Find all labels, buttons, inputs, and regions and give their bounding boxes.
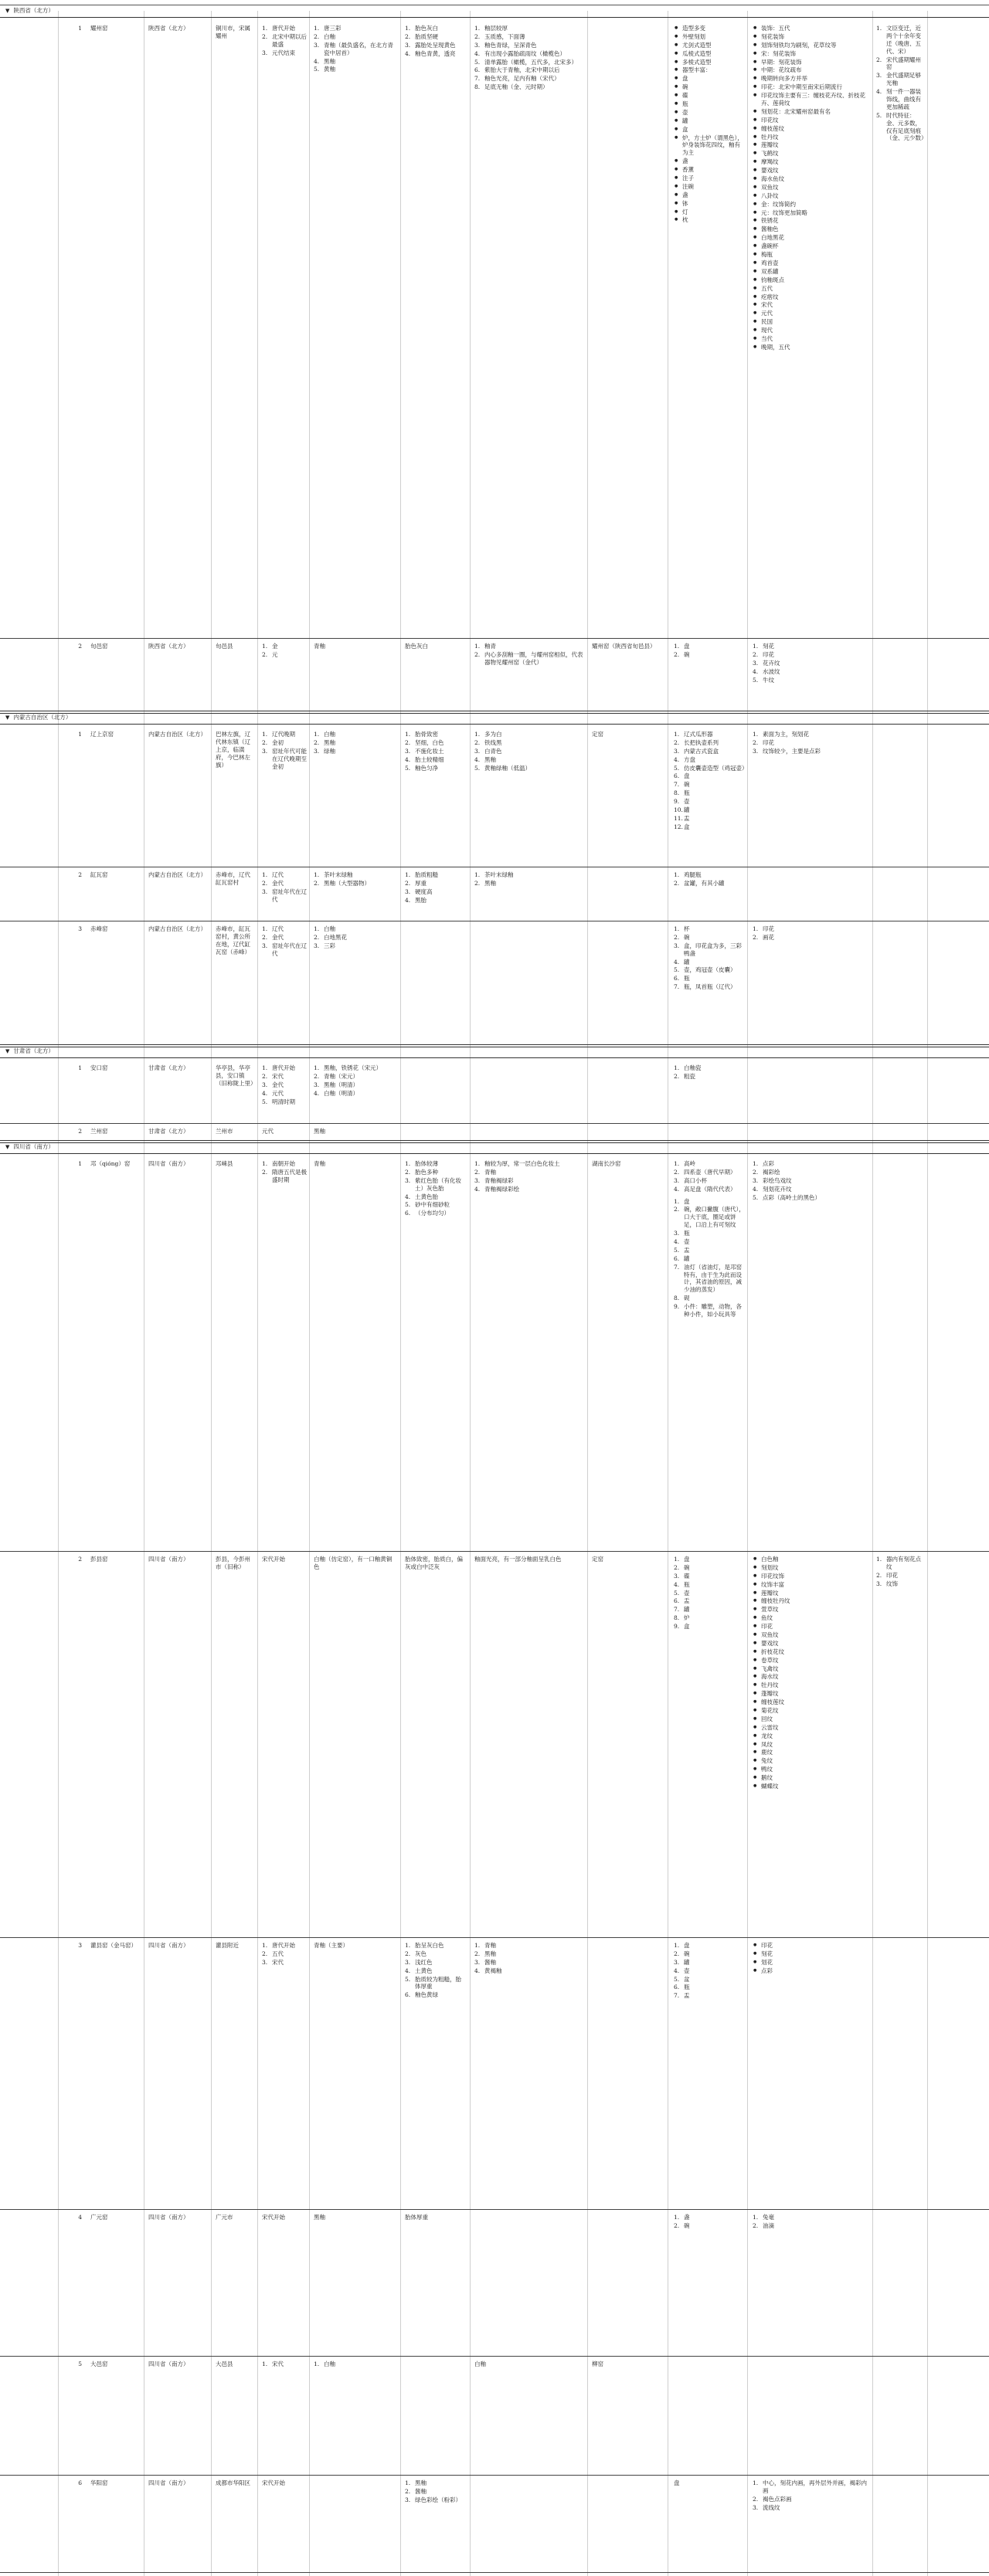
location-cell: 赤峰市，缸瓦窑村，黄公所在地，辽代缸瓦窑（赤峰） — [216, 925, 250, 955]
decoration-list: 1. 兔毫 2. 油滴 — [753, 2214, 774, 2229]
kiln-name: 赤峰窑 — [90, 925, 108, 932]
collapse-triangle-icon[interactable]: ▼ — [5, 1048, 10, 1054]
row-number: 1 — [78, 1160, 82, 1167]
group-header-gansu[interactable] — [0, 1047, 989, 1058]
kiln-name: 兰州窑 — [90, 1128, 108, 1135]
kiln-name: 旬邑窑 — [90, 643, 108, 650]
location-cell: 旬邑县 — [216, 643, 233, 650]
location-cell: 广元市 — [216, 2214, 233, 2221]
row-number: 3 — [78, 1942, 82, 1949]
form-list-early: 1. 高岭 2. 四系壶（唐代早期） 3. 高口小杯 4. 高足盘（隋代代表） — [674, 1160, 736, 1193]
note-list: 1. 器内有刻花点纹 2. 印花 3. 纹饰 — [876, 1556, 921, 1587]
body-color-cell: 胎色灰白 — [405, 643, 428, 650]
glaze-type-list: 1. 白釉 2. 黑釉 3. 绿釉 — [314, 731, 335, 755]
form-cell: 盘 — [674, 2479, 680, 2486]
glaze-type-cell: 黑釉 — [314, 2214, 325, 2221]
glaze-type-list: 1. 白釉 2. 白地黑花 3. 三彩 — [314, 925, 347, 949]
row-number: 3 — [78, 925, 82, 932]
row-number: 1 — [78, 731, 82, 738]
era-list: 1. 金 2. 元 — [262, 643, 278, 658]
location-cell: 兰州市 — [216, 1128, 233, 1135]
kiln-name: 华阳窑 — [90, 2479, 108, 2486]
glaze-type-cell: 黑釉 — [314, 1128, 325, 1135]
row-number: 6 — [78, 2479, 82, 2486]
decoration-list: 1. 刻花 2. 印花 3. 花卉纹 4. 水波纹 5. 牛纹 — [753, 643, 780, 684]
table-row — [0, 1060, 989, 1123]
form-list-late: 1. 盘 2. 碗，敞口撇腹（唐代），口大于底，圈足或饼足，口沿上有可刻纹 3. 瓶 4. 壶 5. 盂 6. 罐 7. 油灯（省油灯，是邛窑特有，由于生为此而设计，其省油的原因，减少油的蒸发） 8. 砚 9. 小件：雕塑，动物，各种小件，如小玩具等 — [674, 1197, 745, 1319]
region-cell: 甘肃省（北方） — [148, 1064, 189, 1071]
body-color-list: 1. 胎骨致密 2. 坚细，白色 3. 不施化妆土 4. 胎土较精细 5. 釉色匀净 — [405, 731, 444, 772]
glaze-feature-list: 1. 多为白 2. 铁线黑 3. 白青色 4. 黑釉 5. 黄釉绿釉（低温） — [474, 731, 531, 772]
location-cell: 灌县附近 — [216, 1942, 239, 1949]
era-cell: 宋代开始 — [262, 2479, 285, 2486]
table-row — [0, 2356, 989, 2475]
table-row — [0, 2475, 989, 2568]
glaze-feature-list: 1. 釉青 2. 内心多刮釉一圈，与耀州窑相似，代表器物见耀州窑（金代） — [474, 643, 583, 666]
note-list: 1. 文臣变迁，近两个十余年变迁（晚唐、五代、宋） 2. 宋代盛期耀州窑 3. 金代盛期足够光釉 4. 刻一件一器装饰线，曲线有更加稀疏 5. 时代特征：金、元多数，仅有足底刻痕（金、元少数） — [876, 25, 927, 142]
row-number: 5 — [78, 2360, 82, 2367]
form-list: 1. 白釉瓷 2. 粗瓷 — [674, 1064, 702, 1080]
table-row — [0, 1551, 989, 1937]
kiln-name: 广元窑 — [90, 2214, 108, 2221]
region-cell: 四川省（南方） — [148, 1160, 189, 1167]
decoration-list: ● 装饰：五代 ● 刻花装饰 ● 划饰刻铁均为刷刻，花草纹等 ● 宋：刻花装饰 ● 早期：刻花装饰 ● 中期：花纹疏布 ● 晚期转向多方并举 ● 印花：北宋中期至南宋后期流行 ● 印花纹饰主要有三：缠枝花卉纹、折枝花卉、莲荷纹 ● 刻划花：北宋耀州窑最有名 ● 印花纹 ● 缠枝莲纹 ● 牡丹纹 ● 莲瓣纹 ● 飞鹤纹 ● 摩羯纹 ● 婴戏纹 ● 海水鱼纹 ● 双鱼纹 ● 八卦纹 ● 金：纹饰简约 ● 元：纹饰更加简略 ● 铁锈花 ● 酱釉色 ● 白地黑花 ● 盏碗杯 ● 梅瓶 ● 鸡首壶 ● 双系罐 ● 钧釉斑点 ● 五代 ● 疙瘩纹 ● 宋代 ● 元代 ● 民国 ● 现代 ● 当代 ● 晚期，五代 — [753, 25, 870, 352]
body-color-list: 1. 胎色灰白 2. 胎质坚硬 3. 露胎处呈现黄色 4. 釉色青黄，透亮 — [405, 25, 456, 57]
location-cell: 邛崃县 — [216, 1160, 233, 1167]
form-list: 1. 盏 2. 碗 — [674, 2214, 690, 2229]
collapse-triangle-icon[interactable]: ▼ — [5, 8, 10, 14]
region-cell: 四川省（南方） — [148, 1942, 189, 1949]
glaze-feature-list: 1. 釉较为厚，常一层白色化妆土 2. 青釉 3. 青釉褐绿彩 4. 青釉褐绿彩绘 — [474, 1160, 560, 1193]
era-list: 1. 唐代开始 2. 五代 3. 宋代 — [262, 1942, 295, 1966]
region-cell: 内蒙古自治区（北方） — [148, 731, 206, 738]
related-kiln-cell: 湖南长沙窑 — [592, 1160, 621, 1167]
body-color-list: 1. 胎体较薄 2. 胎色多种 3. 紫红色胎（有化妆土）灰色胎 4. 土黄色胎 5. 砂中有细砂粒 6. （分布均匀） — [405, 1160, 461, 1217]
table-row — [0, 2209, 989, 2356]
body-color-cell: 胎体致密，胎质白，偏灰或白中泛灰 — [405, 1556, 463, 1570]
form-list: 1. 盘 2. 碗 3. 罐 4. 壶 5. 盆 6. 瓶 7. 盂 — [674, 1942, 690, 2000]
location-cell: 成都市华阳区 — [216, 2479, 250, 2486]
glaze-type-list: 1. 白釉 — [314, 2360, 335, 2367]
era-cell: 宋代开始 — [262, 2214, 285, 2221]
decoration-list: 1. 中心，刻花内画，再外层外并画，褐彩内画 2. 褐色点彩画 3. 流线纹 — [753, 2479, 867, 2511]
related-kiln-cell: 柳窑 — [592, 2360, 603, 2367]
related-kiln-cell: 定窑 — [592, 731, 603, 738]
era-cell: 宋代开始 — [262, 1556, 285, 1563]
row-divider — [0, 2572, 989, 2573]
location-cell: 赤峰市，辽代缸瓦窑村 — [216, 871, 250, 886]
glaze-type-list: 1. 茶叶末绿釉 2. 黑釉（大型器物） — [314, 871, 370, 887]
kiln-name: 灌县窑（金马窑） — [90, 1942, 137, 1949]
group-label: 陕西省（北方） — [13, 7, 54, 14]
era-list: 1. 唐代开始 2. 北宋中期以后最盛 3. 元代结束 — [262, 25, 307, 56]
group-header-neimenggu[interactable] — [0, 714, 989, 725]
era-list: 1. 南朝开始 2. 隋唐五代是极盛时期 — [262, 1160, 307, 1183]
decoration-list: 1. 点彩 2. 褐彩绘 3. 彩绘鸟戏纹 4. 刻划花卉纹 5. 点彩（高岭土的黑色） — [753, 1160, 821, 1201]
body-color-list: 1. 黑釉 2. 酱釉 3. 绿色彩绘（粉彩） — [405, 2479, 461, 2503]
form-list: 1. 辽式瓜形器 2. 长把执壶系列 3. 内蒙古式瓷盒 4. 方盘 5. 仿皮囊壶造型（鸡冠壶） 6. 盘 7. 碗 8. 瓶 9. 壶 10. 罐 11. 盂 12. 盒 — [674, 731, 748, 830]
kiln-name: 安口窑 — [90, 1064, 108, 1071]
region-cell: 四川省（南方） — [148, 2479, 189, 2486]
location-cell: 铜川市，宋属耀州 — [216, 25, 250, 39]
glaze-type-list: 1. 唐三彩 2. 白釉 3. 青釉（最负盛名，在北方青瓷中居首） 4. 黑釉 5. 黄釉 — [314, 25, 393, 73]
table-row — [0, 921, 989, 1044]
kiln-name: 大邑窑 — [90, 2360, 108, 2367]
body-color-list: 1. 胎呈灰白色 2. 灰色 3. 浅红色 4. 土黄色 5. 胎质较为粗糙，胎体厚重 6. 釉色黄绿 — [405, 1942, 461, 1999]
region-cell: 四川省（南方） — [148, 1556, 189, 1563]
kiln-name: 耀州窑 — [90, 25, 108, 32]
row-number: 1 — [78, 25, 82, 32]
glaze-feature-list: 1. 茶叶末绿釉 2. 黑釉 — [474, 871, 514, 887]
glaze-type-cell: 青釉 — [314, 643, 325, 650]
era-list: 1. 唐代开始 2. 宋代 3. 金代 4. 元代 5. 明清时期 — [262, 1064, 295, 1105]
glaze-feature-list: 1. 釉层较厚 2. 玉质感，下面薄 3. 釉色青绿，呈深青色 4. 有出现小露胎疏雨纹（橄榄色） 5. 清单露胎（橄榄，五代多，北宋多） 6. 紫胎大于青釉，北宋中期以后 7. 釉色光亮，足内有釉（宋代） 8. 足底无釉（金、元时期） — [474, 25, 577, 91]
form-block — [674, 1160, 745, 1319]
kiln-name: 彭县窑 — [90, 1556, 108, 1563]
era-cell: 元代 — [262, 1128, 274, 1135]
table-row — [0, 867, 989, 921]
group-header-shaanxi[interactable] — [0, 7, 989, 18]
location-cell: 彭县，今彭州市（旧称） — [216, 1556, 250, 1570]
row-number: 2 — [78, 1556, 82, 1563]
form-list: 1. 杯 2. 碗 3. 盒，印花盒为多，三彩鸭盏 4. 罐 5. 壶，鸡冠壶（皮囊） 6. 瓶 7. 瓶，凤首瓶（辽代） — [674, 925, 742, 991]
location-cell: 大邑县 — [216, 2360, 233, 2367]
row-number: 2 — [78, 871, 82, 878]
glaze-feature-cell: 釉面光亮，有一部分釉面呈乳白色 — [474, 1556, 562, 1563]
decoration-list: ● 白色釉 ● 刻划纹 ● 印花纹饰 ● 纹饰丰富 ● 莲瓣纹 ● 缠枝牡丹纹 ● 萱草纹 ● 鱼纹 ● 印花 ● 双鱼纹 ● 婴戏纹 ● 折枝花纹 ● 卷草纹 ● 飞禽纹 ● 海水纹 ● 牡丹纹 ● 蓬瓣纹 ● 缠枝莲纹 ● 菊花纹 ● 回纹 ● 云雷纹 ● 龙纹 ● 凤纹 ● 鹿纹 ● 兔纹 ● 鸭纹 ● 鹅纹 ● 蝴蝶纹 — [753, 1556, 870, 1791]
glaze-feature-list: 1. 青釉 2. 黑釉 3. 酱釉 4. 黄褐釉 — [474, 1942, 502, 1974]
collapse-triangle-icon[interactable]: ▼ — [5, 1144, 10, 1150]
era-list: 1. 辽代晚期 2. 金初 3. 窑址年代可能在辽代晚期至金初 — [262, 731, 307, 770]
location-cell: 巴林左旗，辽代林东镇（辽上京，临潢府，今巴林左旗） — [216, 731, 250, 769]
form-list: ● 造型多变 ● 外壁刻划 ● 尤剑式造型 ● 瓜棱式造型 ● 多棱式造型 ● 器型丰富： ● 盘 ● 碗 ● 碟 ● 瓶 ● 壶 ● 罐 ● 盒 ● 炉，方士炉（谓黑色），炉身装饰花四纹，釉有为主 ● 盏 ● 香薰 ● 注子 ● 注碗 ● 盏 ● 钵 ● 灯 ● 枕 — [674, 25, 745, 225]
glaze-type-cell: 青釉（主要） — [314, 1942, 348, 1949]
body-color-cell: 胎体厚重 — [405, 2214, 428, 2221]
collapse-triangle-icon[interactable]: ▼ — [5, 714, 10, 721]
glaze-type-cell: 青釉 — [314, 1160, 325, 1167]
kiln-name: 辽上京窑 — [90, 731, 114, 738]
related-kiln-cell: 耀州窑（陕西省旬邑县） — [592, 643, 656, 650]
row-number: 4 — [78, 2214, 82, 2221]
decoration-list: 1. 素面为主，刻划花 2. 印花 3. 纹饰较少，主要是点彩 — [753, 731, 821, 755]
glaze-type-cell: 白釉（仿定窑），有一口釉黄铜色 — [314, 1556, 393, 1570]
region-cell: 内蒙古自治区（北方） — [148, 871, 206, 878]
body-color-list: 1. 胎质粗糙 2. 厚重 3. 硬度高 4. 黑胎 — [405, 871, 438, 904]
row-number: 2 — [78, 643, 82, 650]
related-kiln-cell: 定窑 — [592, 1556, 603, 1563]
row-number: 1 — [78, 1064, 82, 1071]
row-number: 2 — [78, 1128, 82, 1135]
location-cell: 华亭县，华亭县，安口镇（旧称陇上里） — [216, 1064, 257, 1087]
decoration-list: ● 印花 ● 刻花 ● 划花 ● 点彩 — [753, 1942, 870, 1976]
form-list: 1. 鸡腿瓶 2. 盆罐，有其小罐 — [674, 871, 725, 887]
top-rule — [0, 0, 989, 5]
table-row — [0, 1156, 989, 1551]
glaze-feature-cell: 白釉 — [474, 2360, 486, 2367]
table-row — [0, 638, 989, 711]
era-list: 1. 宋代 — [262, 2360, 284, 2367]
region-cell: 陕西省（北方） — [148, 643, 189, 650]
table-row — [0, 1123, 989, 1140]
group-header-sichuan[interactable] — [0, 1143, 989, 1154]
group-label: 甘肃省（北方） — [13, 1047, 54, 1054]
group-label: 四川省（南方） — [13, 1143, 54, 1150]
region-cell: 甘肃省（北方） — [148, 1128, 189, 1135]
region-cell: 四川省（南方） — [148, 2214, 189, 2221]
era-list: 1. 辽代 2. 金代 3. 窑址年代在辽代 — [262, 925, 307, 957]
table-row — [0, 20, 989, 638]
table-row — [0, 726, 989, 867]
form-list: 1. 盘 2. 碗 3. 碟 4. 瓶 5. 壶 6. 盂 7. 罐 8. 炉 9. 盒 — [674, 1556, 690, 1631]
era-list: 1. 辽代 2. 金代 3. 窑址年代在辽代 — [262, 871, 307, 903]
region-cell: 四川省（南方） — [148, 2360, 189, 2367]
region-cell: 内蒙古自治区（北方） — [148, 925, 206, 932]
form-list: 1. 盘 2. 碗 — [674, 643, 690, 658]
table-row — [0, 1937, 989, 2209]
group-label: 内蒙古自治区（北方） — [13, 714, 72, 721]
region-cell: 陕西省（北方） — [148, 25, 189, 32]
kiln-name: 邛（qióng）窑 — [90, 1160, 131, 1167]
glaze-type-list: 1. 黑釉，铁锈花（宋元） 2. 青釉（宋元） 3. 黑釉（明清） 4. 白釉（明清） — [314, 1064, 382, 1097]
decoration-list: 1. 印花 2. 画花 — [753, 925, 774, 941]
kiln-name: 缸瓦窑 — [90, 871, 108, 878]
